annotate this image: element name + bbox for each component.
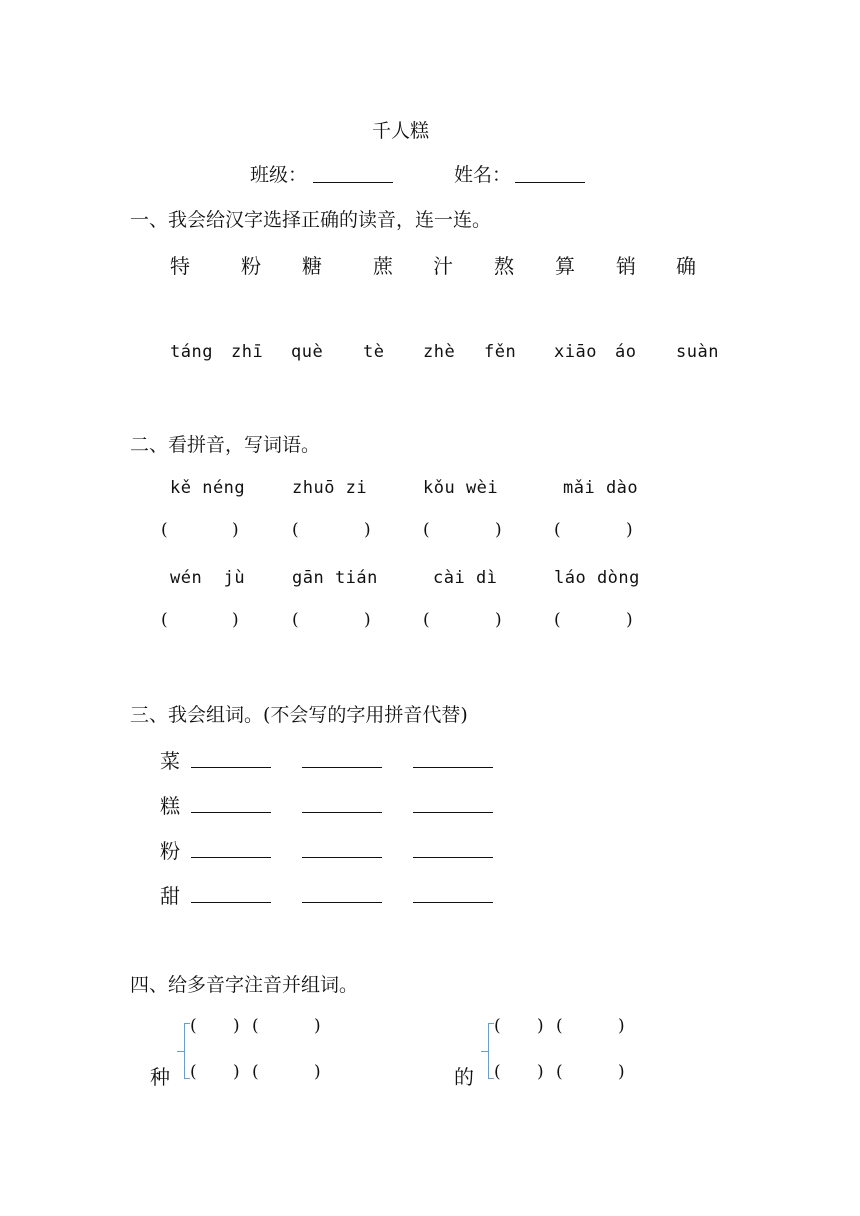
brace-right-tick [481, 1051, 488, 1052]
answer-paren-open: ( [161, 520, 168, 540]
answer-line[interactable] [191, 767, 271, 768]
char-item: 熬 [494, 254, 514, 278]
answer-paren-open: ( [554, 610, 561, 630]
pinyin-paren-open: ( [494, 1016, 501, 1036]
pinyin-word: láo dòng [554, 568, 640, 588]
polyphone-char: 的 [454, 1065, 474, 1089]
pinyin-item: què [291, 342, 324, 362]
answer-line[interactable] [302, 767, 382, 768]
section1-heading: 一、我会给汉字选择正确的读音，连一连。 [130, 209, 492, 231]
word-char: 菜 [160, 749, 180, 773]
word-paren-open: ( [252, 1062, 259, 1082]
answer-line[interactable] [413, 767, 493, 768]
answer-paren-close: ) [495, 520, 502, 540]
char-item: 特 [170, 254, 190, 278]
answer-paren-open: ( [161, 610, 168, 630]
pinyin-item: táng [170, 342, 213, 362]
char-item: 算 [555, 254, 575, 278]
char-item: 销 [616, 254, 636, 278]
pinyin-paren-close: ) [537, 1016, 544, 1036]
pinyin-paren-open: ( [494, 1062, 501, 1082]
pinyin-item: zhī [231, 342, 264, 362]
word-paren-open: ( [556, 1062, 563, 1082]
name-blank[interactable] [515, 164, 585, 183]
char-item: 汁 [433, 254, 453, 278]
answer-paren-open: ( [423, 610, 430, 630]
pinyin-word: mǎi dào [563, 478, 639, 498]
answer-paren-open: ( [423, 520, 430, 540]
pinyin-word: zhuō zi [292, 478, 368, 498]
pinyin-word: kě néng [170, 478, 246, 498]
pinyin-paren-close: ) [537, 1062, 544, 1082]
answer-line[interactable] [191, 812, 271, 813]
word-char: 粉 [160, 839, 180, 863]
answer-paren-open: ( [554, 520, 561, 540]
brace-left-tick [177, 1051, 184, 1052]
pinyin-word: gān tián [292, 568, 378, 588]
answer-line[interactable] [413, 857, 493, 858]
answer-line[interactable] [191, 857, 271, 858]
pinyin-paren-open: ( [190, 1016, 197, 1036]
char-item: 确 [676, 254, 696, 278]
pinyin-item: fěn [484, 342, 517, 362]
section2-heading: 二、看拼音，写词语。 [130, 434, 321, 456]
name-label: 姓名： [454, 164, 512, 186]
answer-paren-close: ) [626, 610, 633, 630]
word-paren-close: ) [314, 1062, 321, 1082]
answer-paren-close: ) [495, 610, 502, 630]
class-label: 班级： [250, 164, 308, 186]
page-title: 千人糕 [372, 120, 430, 142]
pinyin-paren-close: ) [233, 1062, 240, 1082]
word-char: 糕 [160, 794, 180, 818]
word-paren-close: ) [618, 1016, 625, 1036]
polyphone-char: 种 [150, 1065, 170, 1089]
pinyin-word: cài dì [433, 568, 498, 588]
char-item: 糖 [302, 254, 322, 278]
word-paren-open: ( [556, 1016, 563, 1036]
answer-paren-close: ) [364, 520, 371, 540]
pinyin-item: tè [363, 342, 385, 362]
answer-line[interactable] [191, 902, 271, 903]
pinyin-paren-open: ( [190, 1062, 197, 1082]
pinyin-item: xiāo [554, 342, 597, 362]
answer-line[interactable] [302, 902, 382, 903]
word-paren-close: ) [314, 1016, 321, 1036]
pinyin-item: áo [615, 342, 637, 362]
answer-paren-close: ) [364, 610, 371, 630]
word-paren-close: ) [618, 1062, 625, 1082]
answer-line[interactable] [413, 902, 493, 903]
word-char: 甜 [160, 884, 180, 908]
char-item: 粉 [241, 254, 261, 278]
pinyin-word: kǒu wèi [423, 478, 499, 498]
pinyin-word: wén jù [170, 568, 246, 588]
class-blank[interactable] [313, 164, 393, 183]
answer-line[interactable] [413, 812, 493, 813]
pinyin-paren-close: ) [233, 1016, 240, 1036]
answer-paren-close: ) [232, 610, 239, 630]
answer-paren-open: ( [292, 610, 299, 630]
word-paren-open: ( [252, 1016, 259, 1036]
answer-paren-open: ( [292, 520, 299, 540]
char-item: 蔗 [373, 254, 393, 278]
pinyin-item: suàn [676, 342, 719, 362]
answer-paren-close: ) [232, 520, 239, 540]
answer-line[interactable] [302, 857, 382, 858]
section3-heading: 三、我会组词。(不会写的字用拼音代替) [130, 704, 468, 726]
answer-paren-close: ) [626, 520, 633, 540]
answer-line[interactable] [302, 812, 382, 813]
pinyin-item: zhè [423, 342, 456, 362]
section4-heading: 四、给多音字注音并组词。 [130, 974, 359, 996]
